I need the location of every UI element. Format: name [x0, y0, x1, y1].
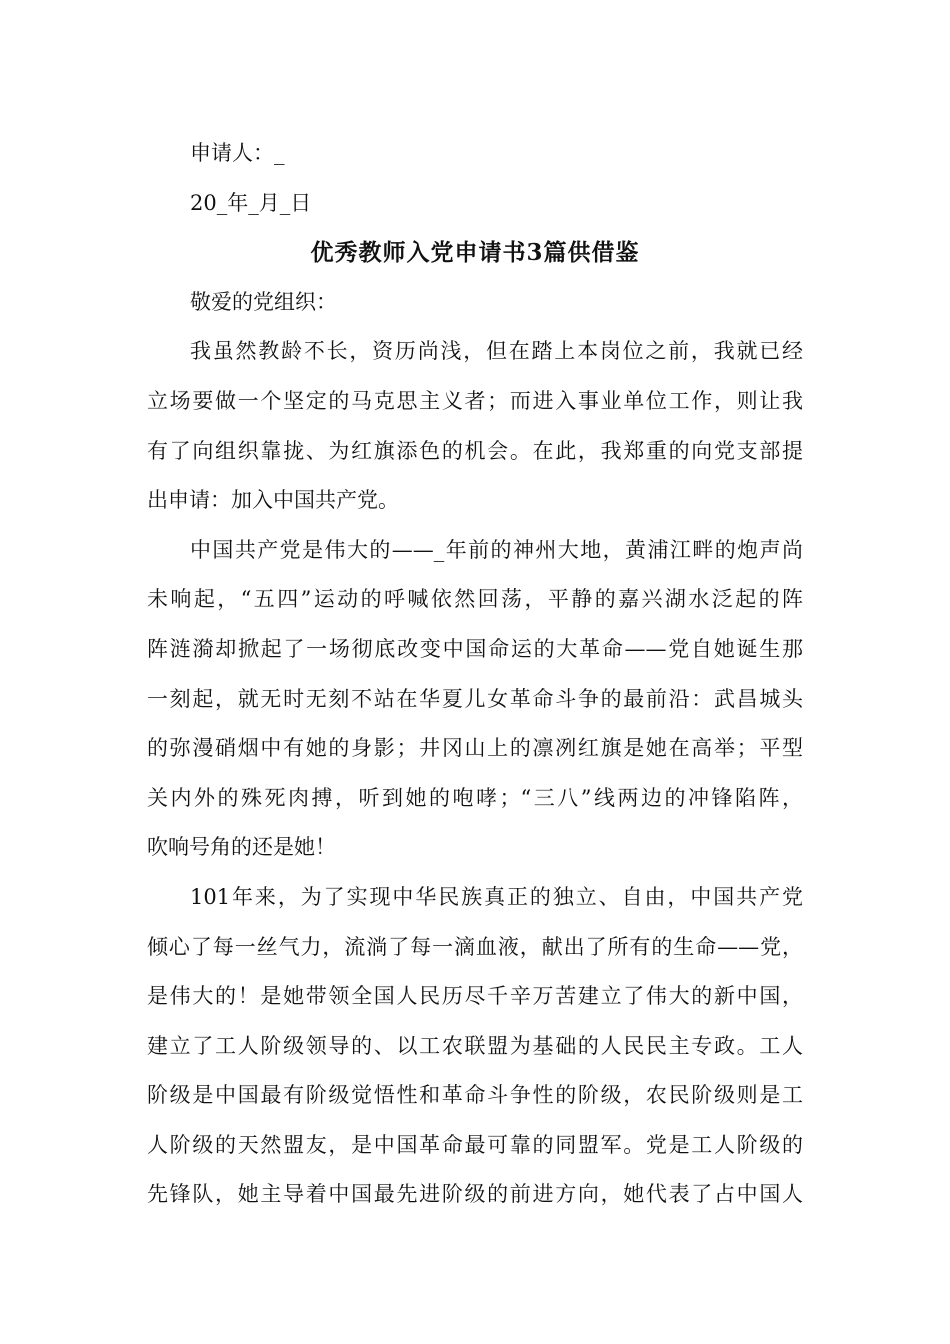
- paragraph-line: 先锋队，她主导着中国最先进阶级的前进方向，她代表了占中国人: [147, 1182, 803, 1207]
- paragraph-3: [147, 873, 803, 1220]
- paragraph-line: 出申请：加入中国共产党。: [147, 488, 399, 513]
- paragraph-line: 101年来，为了实现中华民族真正的独立、自由，中国共产党: [190, 884, 803, 909]
- paragraph-line: 是伟大的！是她带领全国人民历尽千辛万苦建立了伟大的新中国，: [147, 984, 803, 1009]
- paragraph-1: [147, 327, 803, 525]
- paragraph-line: 人阶级的天然盟友，是中国革命最可靠的同盟军。党是工人阶级的: [147, 1132, 803, 1157]
- paragraph-line: 倾心了每一丝气力，流淌了每一滴血液，献出了所有的生命——党，: [147, 934, 803, 959]
- paragraph-2: [147, 526, 803, 873]
- paragraph-line: 有了向组织靠拢、为红旗添色的机会。在此，我郑重的向党支部提: [147, 438, 803, 463]
- paragraph-line: 建立了工人阶级领导的、以工农联盟为基础的人民民主专政。工人: [147, 1033, 803, 1058]
- paragraph-line: 一刻起，就无时无刻不站在华夏儿女革命斗争的最前沿：武昌城头: [147, 686, 803, 711]
- paragraph-line: 阶级是中国最有阶级觉悟性和革命斗争性的阶级，农民阶级则是工: [147, 1083, 803, 1108]
- salutation: 敬爱的党组织：: [190, 289, 337, 314]
- paragraph-line: 中国共产党是伟大的——_年前的神州大地，黄浦江畔的炮声尚: [190, 537, 803, 562]
- signature-date: 20_年_月_日: [190, 190, 312, 215]
- document-title: 优秀教师入党申请书3篇供借鉴: [310, 239, 640, 267]
- paragraph-line: 的弥漫硝烟中有她的身影；井冈山上的凛冽红旗是她在高举；平型: [147, 736, 803, 761]
- paragraph-line: 吹响号角的还是她！: [147, 835, 336, 860]
- paragraph-line: 立场要做一个坚定的马克思主义者；而进入事业单位工作，则让我: [147, 388, 803, 413]
- paragraph-line: 阵涟漪却掀起了一场彻底改变中国命运的大革命——党自她诞生那: [147, 636, 803, 661]
- applicant-signature: 申请人：_: [190, 141, 285, 165]
- paragraph-line: 未响起，“五四”运动的呼喊依然回荡，平静的嘉兴湖水泛起的阵: [147, 587, 803, 612]
- paragraph-line: 我虽然教龄不长，资历尚浅，但在踏上本岗位之前，我就已经: [190, 339, 803, 364]
- paragraph-line: 关内外的殊死肉搏，听到她的咆哮；“三八”线两边的冲锋陷阵，: [147, 785, 803, 810]
- document-body: [147, 129, 803, 1220]
